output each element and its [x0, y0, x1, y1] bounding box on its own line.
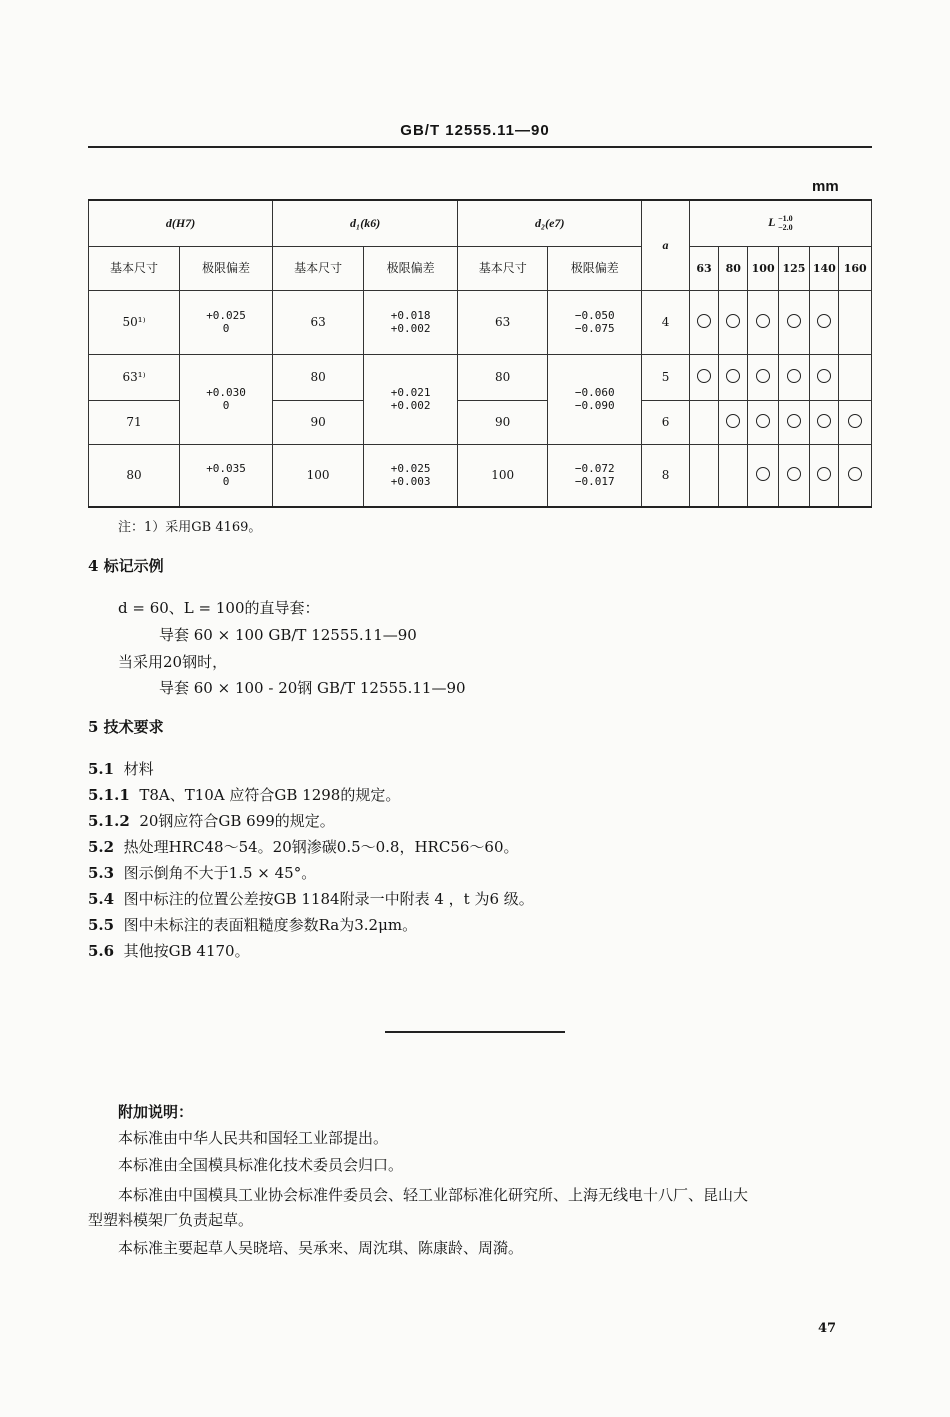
mark-cell: [778, 290, 809, 354]
appendix-title: 附加说明：: [118, 1103, 194, 1121]
cell-d1-dev: +0.021 +0.002: [364, 354, 458, 444]
example-line-4: 导套 60 × 100 - 20钢 GB/T 12555.11—90: [159, 679, 466, 697]
mark-cell: [748, 290, 778, 354]
example-line-2: 导套 60 × 100 GB/T 12555.11—90: [159, 626, 417, 644]
spec-number: 5.1.2: [88, 812, 130, 830]
appendix-para: 本标准由中华人民共和国轻工业部提出。: [118, 1129, 389, 1147]
spec-number: 5.1.1: [88, 786, 130, 804]
L-tolerance: −1.0 −2.0: [778, 214, 793, 233]
spec-text: 20钢应符合GB 699的规定。: [139, 812, 335, 830]
mark-cell: [810, 444, 839, 507]
mark-cell: [719, 354, 748, 400]
spec-text: 其他按GB 4170。: [123, 942, 250, 960]
circle-mark: [817, 314, 831, 328]
mark-cell: [778, 444, 809, 507]
mark-cell: [719, 400, 748, 444]
spec-number: 5.5: [88, 916, 115, 934]
spec-text: 图示倒角不大于1.5 × 45°。: [123, 864, 317, 882]
mark-cell: [689, 354, 718, 400]
mark-cell: [719, 444, 748, 507]
circle-mark: [726, 314, 740, 328]
circle-mark: [697, 369, 711, 383]
mark-cell: [839, 444, 872, 507]
spec-item: [88, 888, 534, 909]
subheader-dev: 极限偏差: [548, 246, 642, 290]
table-note: 注：1）采用GB 4169。: [118, 520, 262, 535]
appendix-para: 本标准主要起草人吴晓培、吴承来、周沈琪、陈康龄、周漪。: [118, 1239, 524, 1257]
mark-cell: [719, 290, 748, 354]
L-col-140: 140: [810, 246, 839, 290]
cell-d1-dev: +0.018 +0.002: [364, 290, 458, 354]
mark-cell: [748, 444, 778, 507]
circle-mark: [848, 467, 862, 481]
spec-number: 5.4: [88, 890, 115, 908]
table-row: [89, 444, 872, 507]
L-col-100: 100: [748, 246, 778, 290]
L-label: L: [768, 215, 776, 229]
cell-d1: 63: [273, 290, 364, 354]
col-group-L: [689, 200, 871, 246]
cell-a: 6: [642, 400, 690, 444]
subheader-base: 基本尺寸: [273, 246, 364, 290]
appendix-para: 本标准由中国模具工业协会标准件委员会、轻工业部标准化研究所、上海无线电十八厂、昆山大: [118, 1186, 749, 1204]
cell-d1: 90: [273, 400, 364, 444]
spec-item: [88, 836, 519, 857]
spec-item: [88, 784, 400, 805]
L-col-63: 63: [689, 246, 718, 290]
subheader-base: 基本尺寸: [89, 246, 180, 290]
circle-mark: [756, 414, 770, 428]
cell-a: 5: [642, 354, 690, 400]
page-header: GB/T 12555.11—90: [400, 122, 550, 139]
cell-d-dev: +0.025 0: [180, 290, 273, 354]
mark-cell: [778, 400, 809, 444]
cell-d-dev: +0.030 0: [180, 354, 273, 444]
circle-mark: [817, 369, 831, 383]
spec-text: 图中标注的位置公差按GB 1184附录一中附表 4 ，t 为6 级。: [123, 890, 534, 908]
mark-cell: [810, 354, 839, 400]
dimension-table: [88, 199, 872, 508]
cell-d: 71: [89, 400, 180, 444]
circle-mark: [726, 414, 740, 428]
circle-mark: [697, 314, 711, 328]
circle-mark: [787, 369, 801, 383]
cell-d2-dev: −0.060 −0.090: [548, 354, 642, 444]
page-number: 47: [818, 1321, 837, 1336]
cell-d2: 63: [458, 290, 548, 354]
mark-cell: [810, 400, 839, 444]
cell-d: 80: [89, 444, 180, 507]
L-col-80: 80: [719, 246, 748, 290]
circle-mark: [787, 314, 801, 328]
spec-item: [88, 914, 417, 935]
cell-d2: 90: [458, 400, 548, 444]
mark-cell: [748, 400, 778, 444]
spec-text: 图中未标注的表面粗糙度参数Ra为3.2μm。: [123, 916, 418, 934]
circle-mark: [787, 467, 801, 481]
table-row: [89, 354, 872, 400]
L-col-125: 125: [778, 246, 809, 290]
circle-mark: [848, 414, 862, 428]
mark-cell: [748, 354, 778, 400]
cell-d1-dev: +0.025 +0.003: [364, 444, 458, 507]
mark-cell: [689, 444, 718, 507]
col-group-d2: d₂(e7): [458, 200, 642, 246]
cell-d1: 80: [273, 354, 364, 400]
subheader-base: 基本尺寸: [458, 246, 548, 290]
cell-d-dev: +0.035 0: [180, 444, 273, 507]
cell-d2: 80: [458, 354, 548, 400]
spec-number: 5.1: [88, 760, 115, 778]
mark-cell: [689, 400, 718, 444]
spec-item: [88, 940, 250, 961]
circle-mark: [756, 369, 770, 383]
cell-d2-dev: −0.050 −0.075: [548, 290, 642, 354]
mark-cell: [778, 354, 809, 400]
example-line-1: d = 60、L = 100的直导套：: [118, 599, 320, 617]
appendix-para: 本标准由全国模具标准化技术委员会归口。: [118, 1156, 404, 1174]
header-rule: [88, 146, 872, 148]
col-group-d1: d₁(k6): [273, 200, 458, 246]
appendix-para-cont: 型塑料模架厂负责起草。: [88, 1211, 254, 1229]
spec-text: 材料: [123, 760, 154, 778]
spec-item: [88, 810, 335, 831]
circle-mark: [756, 314, 770, 328]
circle-mark: [726, 369, 740, 383]
section-5-title: 5 技术要求: [88, 718, 164, 736]
cell-d2: 100: [458, 444, 548, 507]
section-4-title: 4 标记示例: [88, 557, 164, 575]
circle-mark: [817, 467, 831, 481]
spec-number: 5.3: [88, 864, 115, 882]
spec-number: 5.2: [88, 838, 115, 856]
L-col-160: 160: [839, 246, 872, 290]
cell-d: 50¹⁾: [89, 290, 180, 354]
subheader-dev: 极限偏差: [180, 246, 273, 290]
circle-mark: [756, 467, 770, 481]
mark-cell: [839, 354, 872, 400]
mark-cell: [810, 290, 839, 354]
section-divider: [385, 1031, 565, 1033]
spec-item: [88, 862, 316, 883]
spec-text: T8A、T10A 应符合GB 1298的规定。: [139, 786, 401, 804]
circle-mark: [817, 414, 831, 428]
example-line-3: 当采用20钢时，: [118, 653, 228, 671]
col-a: a: [642, 200, 690, 290]
cell-a: 8: [642, 444, 690, 507]
cell-d: 63¹⁾: [89, 354, 180, 400]
subheader-dev: 极限偏差: [364, 246, 458, 290]
mark-cell: [689, 290, 718, 354]
mark-cell: [839, 290, 872, 354]
cell-d2-dev: −0.072 −0.017: [548, 444, 642, 507]
cell-a: 4: [642, 290, 690, 354]
spec-text: 热处理HRC48～54。20钢渗碳0.5～0.8，HRC56～60。: [123, 838, 519, 856]
circle-mark: [787, 414, 801, 428]
spec-item: [88, 758, 154, 779]
unit-label: mm: [812, 178, 839, 195]
cell-d1: 100: [273, 444, 364, 507]
mark-cell: [839, 400, 872, 444]
table-row: [89, 290, 872, 354]
spec-number: 5.6: [88, 942, 115, 960]
col-group-d: d(H7): [89, 200, 273, 246]
